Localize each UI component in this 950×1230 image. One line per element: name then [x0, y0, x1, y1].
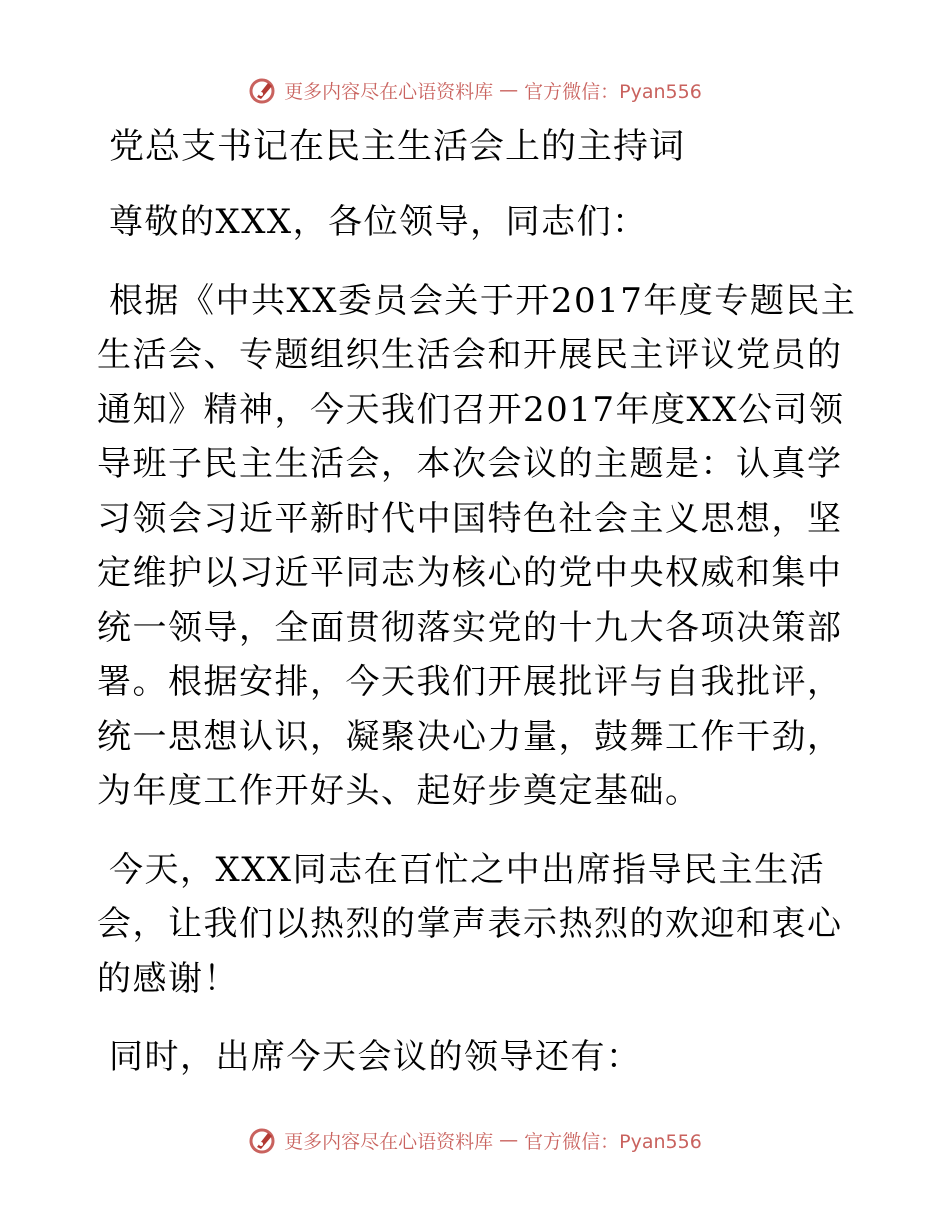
- watermark-header: [0, 70, 950, 110]
- paragraph-meeting-theme: 根据《中共XX委员会关于开2017年度专题民主生活会、专题组织生活会和开展民主评议党员的通知》精神，今天我们召开2017年度XX公司领导班子民主生活会，本次会议的主题是：认真学习领会习近平新时代中国特色社会主义思想，坚定维护以习近平同志为核心的党中央权威和集中统一领导，全面贯彻落实党的十九大各项决策部署。根据安排，今天我们开展批评与自我批评，统一思想认识，凝聚决心力量，鼓舞工作干劲，为年度工作开好头、起好步奠定基础。: [97, 280, 857, 811]
- watermark-separator: —: [499, 1129, 519, 1151]
- watermark-wechat-text: 官方微信：Pyan556: [524, 1130, 702, 1153]
- paragraph-greeting: 尊敬的XXX，各位领导，同志们：: [109, 202, 648, 242]
- document-body: [97, 120, 857, 1109]
- watermark-footer: [0, 1120, 950, 1160]
- paragraph-attendees: 同时，出席今天会议的领导还有：: [109, 1037, 642, 1077]
- pen-nib-circle-icon: [248, 1125, 278, 1155]
- document-title: 党总支书记在民主生活会上的主持词: [109, 127, 686, 167]
- watermark-site-text: 更多内容尽在心语资料库: [284, 1130, 494, 1153]
- pen-nib-circle-icon: [248, 75, 278, 105]
- watermark-wechat-text: 官方微信：Pyan556: [524, 80, 702, 103]
- paragraph-welcome: 今天，XXX同志在百忙之中出席指导民主生活会，让我们以热烈的掌声表示热烈的欢迎和衷心的感谢！: [97, 849, 843, 999]
- watermark-separator: —: [499, 79, 519, 101]
- watermark-site-text: 更多内容尽在心语资料库: [284, 80, 494, 103]
